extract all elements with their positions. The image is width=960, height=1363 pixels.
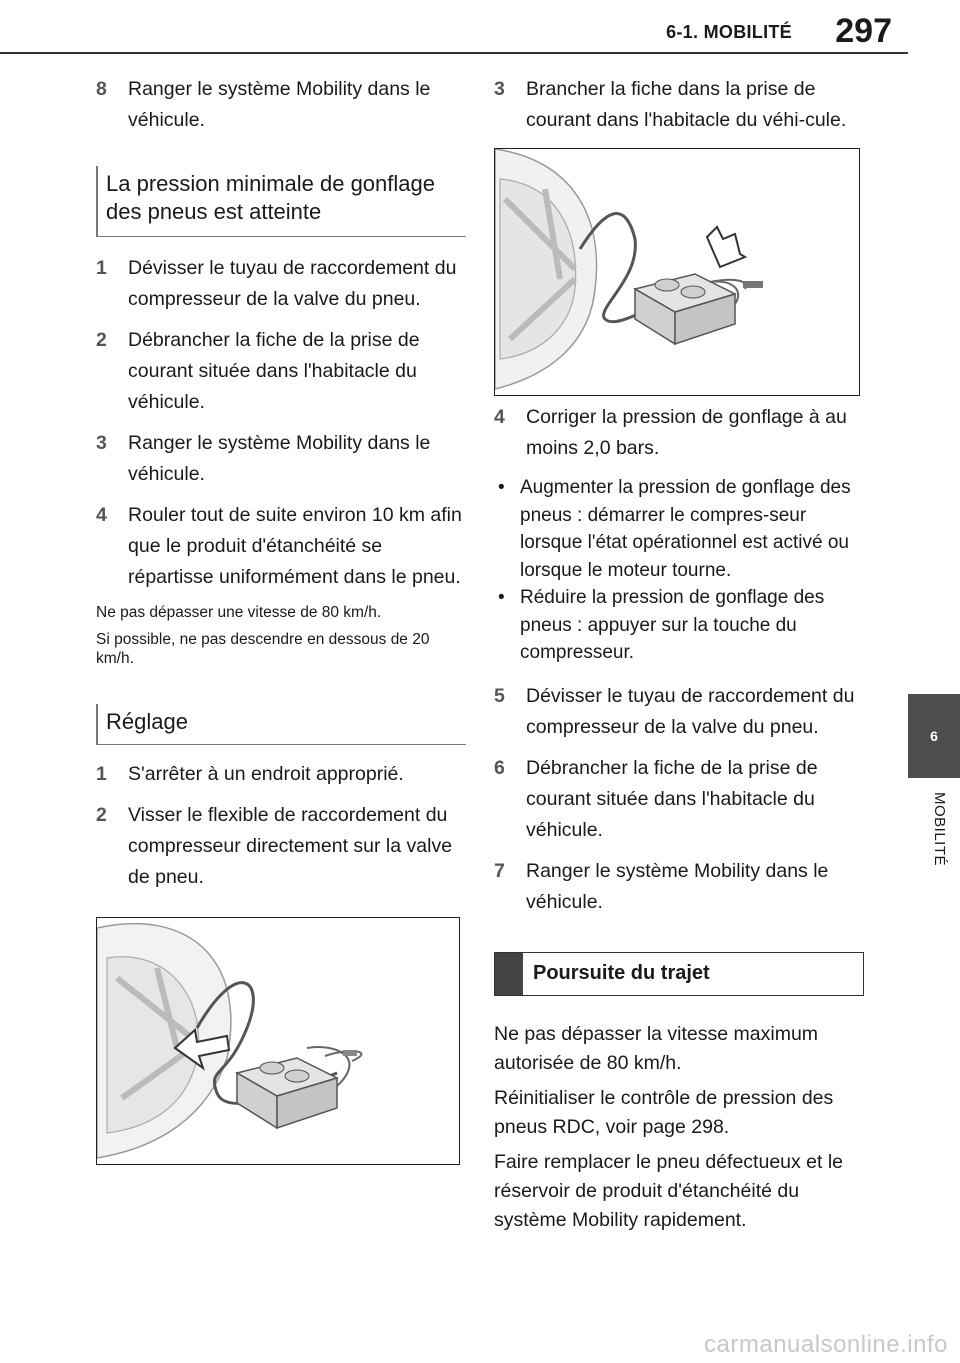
step-item bbox=[494, 74, 864, 136]
step-item bbox=[96, 500, 466, 593]
step-text: Visser le flexible de raccordement du compresseur directement sur la valve de pneu. bbox=[128, 804, 453, 888]
step-text: Rouler tout de suite environ 10 km afin que le produit d'étanchéité se répartisse uniformément dans le pneu. bbox=[128, 504, 462, 588]
left-column bbox=[96, 74, 466, 1165]
callout-box bbox=[494, 952, 864, 996]
list-item: • Réduire la pression de gonflage des pneus : appuyer sur la touche du compresseur. bbox=[494, 584, 864, 667]
step-item bbox=[494, 856, 864, 918]
step-text: Dévisser le tuyau de raccordement du compresseur de la valve du pneu. bbox=[526, 684, 855, 738]
callout-title: Poursuite du trajet bbox=[533, 962, 710, 984]
step-text: Débrancher la fiche de la prise de courant située dans l'habitacle du véhicule. bbox=[526, 756, 818, 841]
step-number: 3 bbox=[494, 78, 505, 100]
step-number: 4 bbox=[96, 504, 107, 526]
step-item bbox=[494, 753, 864, 846]
step-item bbox=[494, 681, 864, 743]
body-paragraph: Ne pas dépasser la vitesse maximum autorisée de 80 km/h. bbox=[494, 1022, 819, 1074]
watermark: carmanualsonline.info bbox=[704, 1331, 948, 1358]
step-text: Brancher la fiche dans la prise de courant dans l'habitacle du véhi-cule. bbox=[526, 78, 847, 131]
step-number: 1 bbox=[96, 763, 107, 785]
step-number: 2 bbox=[96, 329, 107, 351]
chapter-tab[interactable]: 6 bbox=[908, 694, 960, 778]
section-title: 6-1. MOBILITÉ bbox=[666, 22, 792, 42]
section-heading: Réglage bbox=[96, 704, 466, 745]
step-item bbox=[96, 253, 466, 315]
step-text: Dévisser le tuyau de raccordement du compresseur de la valve du pneu. bbox=[128, 257, 457, 310]
list-item: • Augmenter la pression de gonflage des pneus : démarrer le compres-seur lorsque l'état opérationnel est activé ou lorsque le moteur tourne. bbox=[494, 474, 864, 584]
chapter-label: MOBILITÉ bbox=[931, 792, 948, 867]
compressor-valve-illustration bbox=[96, 917, 460, 1165]
step-text: Ranger le système Mobility dans le véhicule. bbox=[526, 859, 829, 913]
step-text: Corriger la pression de gonflage à au moins 2,0 bars. bbox=[526, 406, 847, 459]
step-number: 3 bbox=[96, 432, 107, 454]
step-number: 7 bbox=[494, 859, 505, 882]
page-number: 297 bbox=[835, 12, 892, 50]
step-number: 4 bbox=[494, 406, 505, 428]
bullet-list bbox=[494, 474, 864, 667]
step-number: 5 bbox=[494, 684, 505, 707]
step-number: 2 bbox=[96, 804, 107, 826]
step-item bbox=[96, 800, 466, 893]
body-paragraph: Faire remplacer le pneu défectueux et le réservoir de produit d'étanchéité du système Mobility rapidement. bbox=[494, 1150, 844, 1231]
step-item bbox=[96, 325, 466, 418]
step-item bbox=[96, 74, 466, 136]
step-number: 1 bbox=[96, 257, 107, 279]
step-number: 8 bbox=[96, 78, 107, 100]
header-rule bbox=[0, 52, 908, 54]
note-text: Si possible, ne pas descendre en dessous de 20 km/h. bbox=[96, 631, 430, 667]
right-column bbox=[494, 74, 864, 1241]
step-text: Débrancher la fiche de la prise de courant située dans l'habitacle du véhicule. bbox=[128, 329, 420, 413]
step-text: Ranger le système Mobility dans le véhicule. bbox=[128, 78, 431, 131]
step-text: S'arrêter à un endroit approprié. bbox=[128, 763, 404, 785]
step-item bbox=[96, 759, 466, 790]
page-header bbox=[0, 0, 960, 50]
step-item bbox=[494, 402, 864, 464]
step-text: Ranger le système Mobility dans le véhicule. bbox=[128, 432, 431, 485]
step-item bbox=[96, 428, 466, 490]
note-text: Ne pas dépasser une vitesse de 80 km/h. bbox=[96, 604, 382, 621]
section-heading: La pression minimale de gonflage des pneus est atteinte bbox=[96, 166, 466, 237]
step-number: 6 bbox=[494, 756, 505, 779]
compressor-socket-illustration bbox=[494, 148, 860, 396]
callout-bar bbox=[495, 953, 523, 995]
body-paragraph: Réinitialiser le contrôle de pression des pneus RDC, voir page 298. bbox=[494, 1086, 834, 1138]
